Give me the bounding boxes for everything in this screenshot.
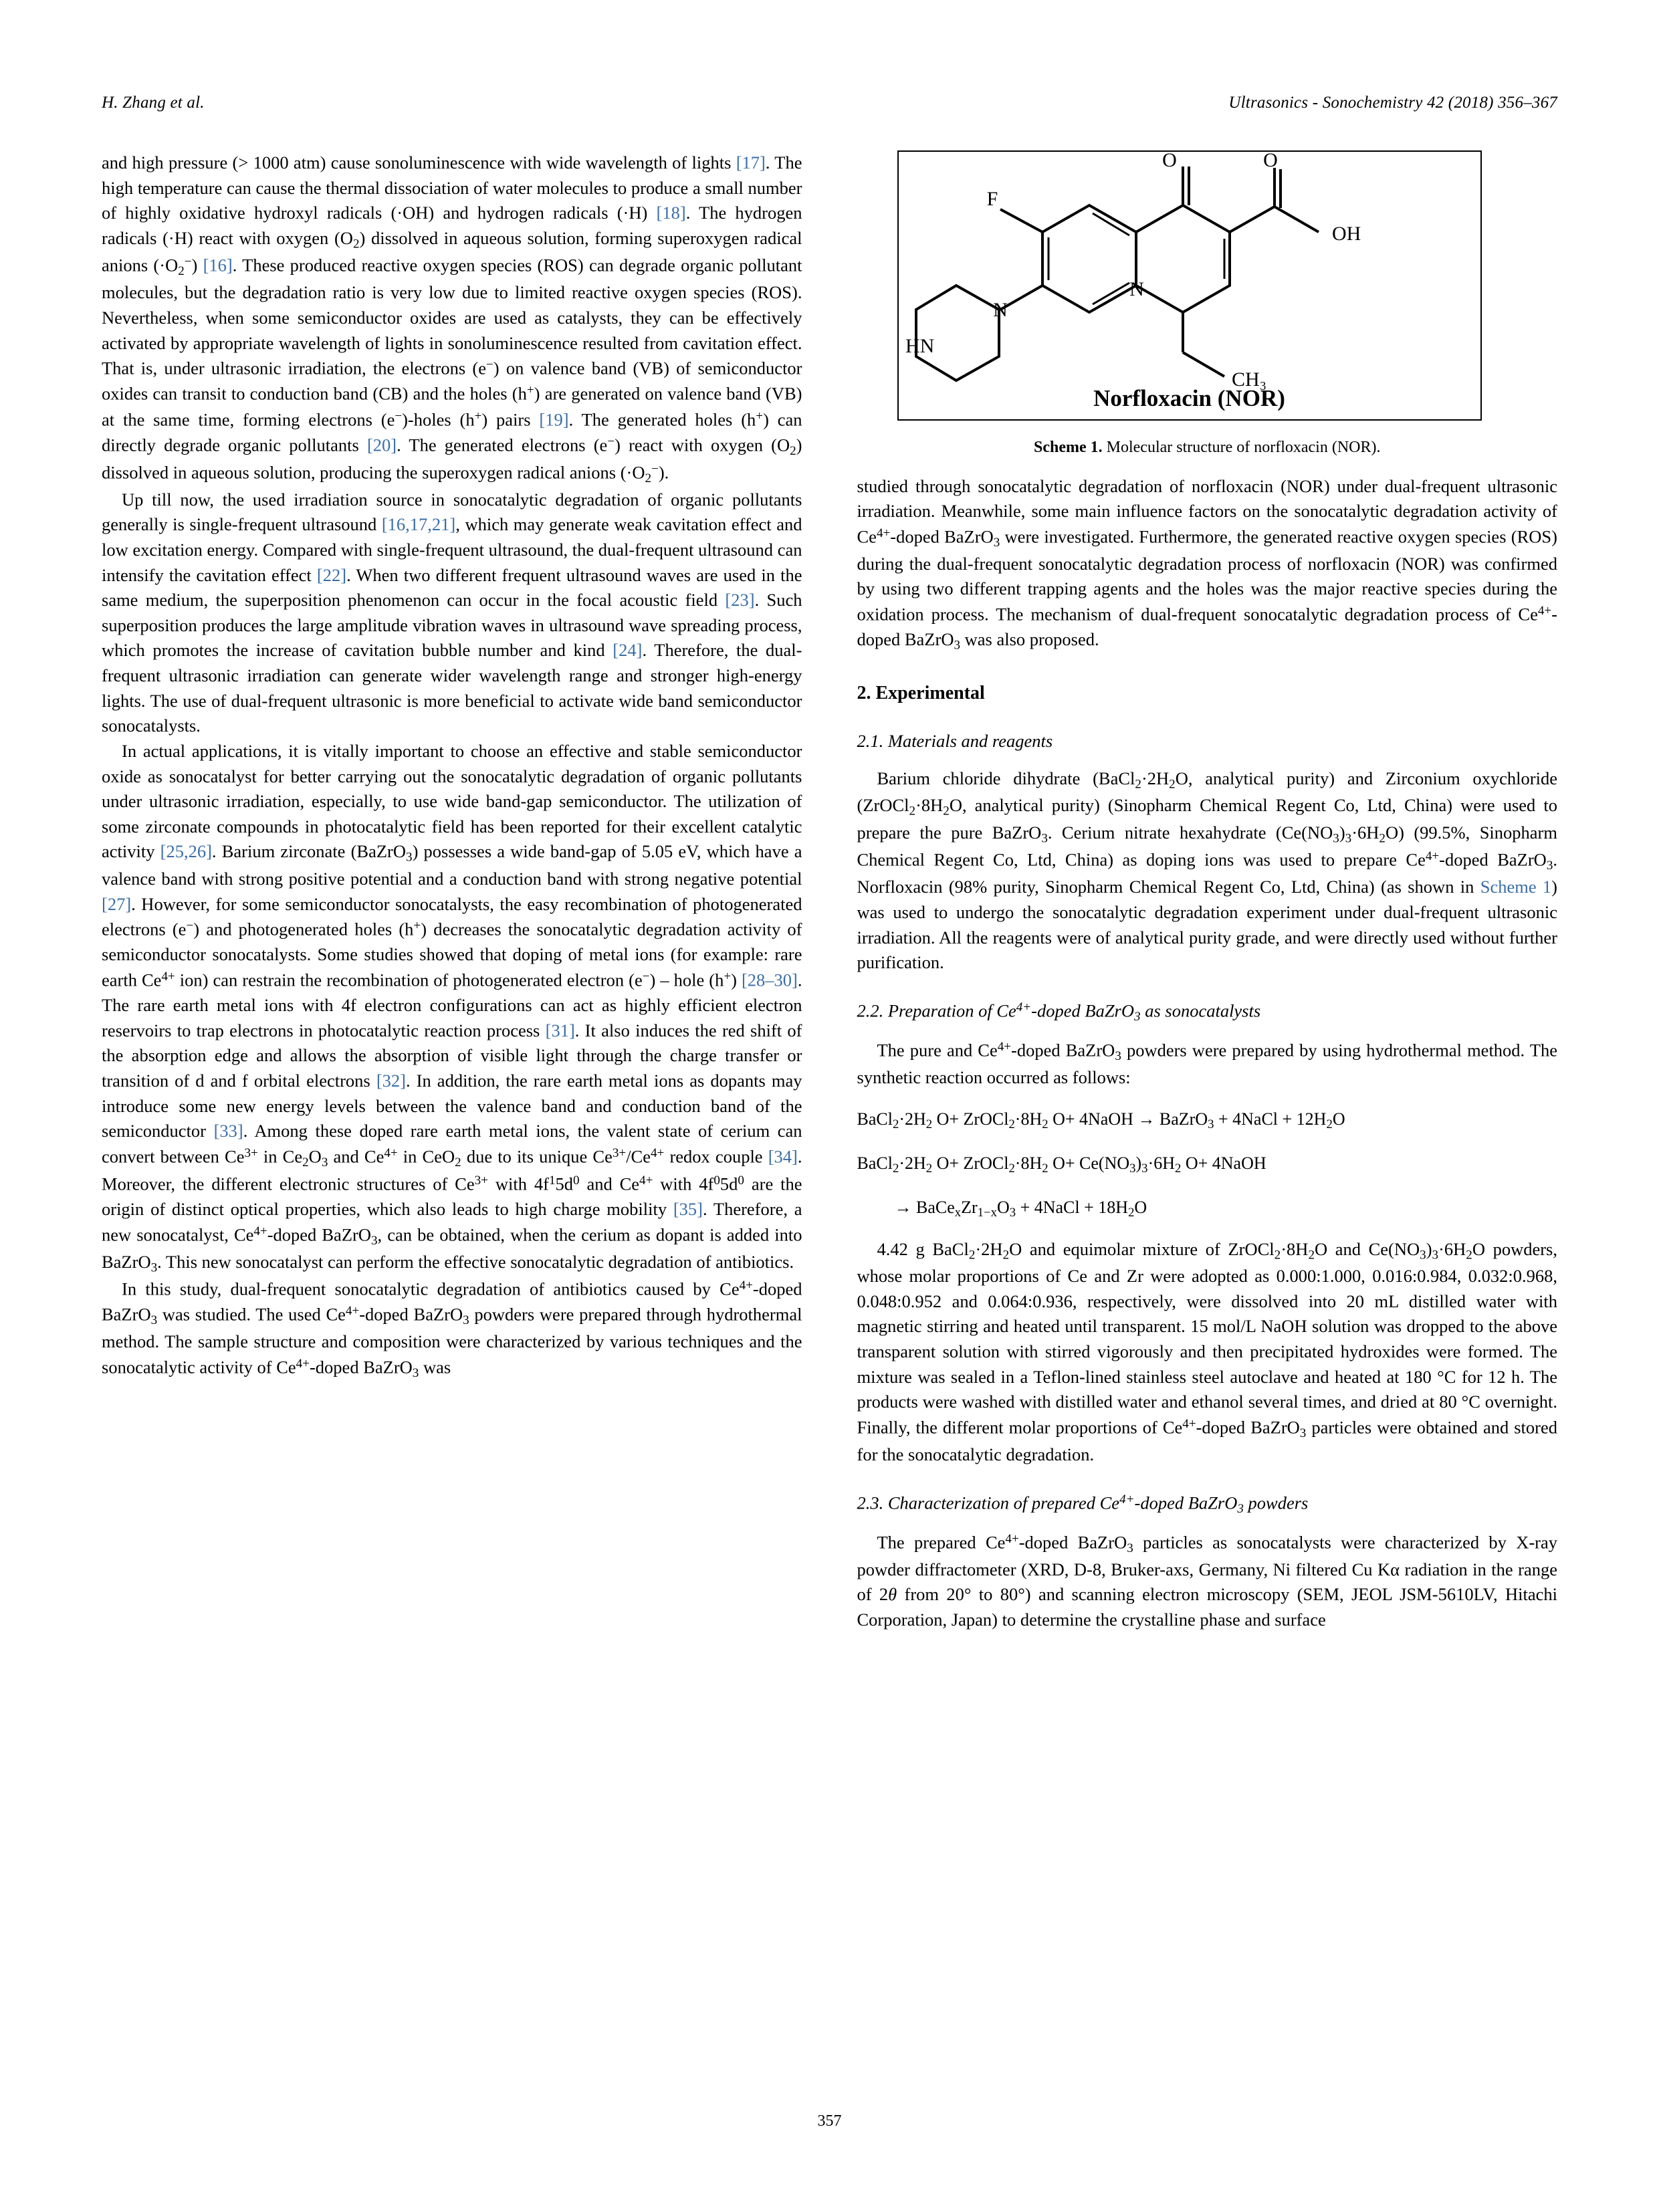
- left-column: [102, 150, 802, 1632]
- atom-label-hn: HN: [905, 335, 934, 357]
- citation-31[interactable]: [31]: [545, 1020, 575, 1040]
- atom-label-ch3: CH₃: [1231, 368, 1266, 391]
- scheme-1-caption: [857, 437, 1558, 459]
- two-column-body: [102, 150, 1557, 1632]
- paragraph-synthesis-details: 4.42 g $BaCl_2\cdot 2H_2O$ and equimolar mixture of $ZrOCl_2\cdot 8H_2O$ and $Ce(NO_3)_3\cdot 6H_2O$ powders, whose molar proportions of Ce and Zr were adopted as 0.000:1.000, 0.016:0.984, 0.032:0.968, 0.048:0.952 and 0.064:0.936, respectively, were dissolved into 20 mL distilled water with magnetic stirring and heated until transparent. 15 mol/L NaOH solution was dropped to the above transparent solution with stirred vigorously and then precipitated hydroxides were formed. The mixture was sealed in a Teflon-lined stainless steel autoclave and heated at 180 °C for 12 h. The products were washed with distilled water and ethanol several times, and dried at 80 °C overnight. Finally, the different molar proportions of $Ce^{4+}$-doped BaZrO$_3$ particles were obtained and stored for the sonocatalytic degradation.: [857, 1238, 1557, 1464]
- scheme-caption-label: Scheme 1.: [1033, 439, 1103, 456]
- citation-32[interactable]: [32]: [376, 1071, 406, 1091]
- molecule-name-label: Norfloxacin (NOR): [1093, 385, 1285, 412]
- subsection-heading-preparation: 2.2. Preparation of $Ce^{4+}$-doped BaZrO$_3$ as sonocatalysts: [857, 1000, 1261, 1024]
- citation-35[interactable]: [35]: [673, 1199, 703, 1220]
- equation-2: $BaCl_2\cdot 2H_2$ $O+ ZrOCl_2\cdot 8H_2$ $O+ Ce(NO_3)_3\cdot 6H_2$ O+ 4NaOH: [857, 1153, 1266, 1176]
- running-head-journal: Ultrasonics - Sonochemistry 42 (2018) 356–367: [1228, 94, 1557, 112]
- paragraph-characterization: The prepared $Ce^{4+}$-doped BaZrO$_3$ particles as sonocatalysts were characterized by X-ray powder diffractometer (XRD, D-8, Bruker-axs, Germany, Ni filtered Cu Kα radiation in the range of 2θ from 20° to 80°) and scanning electron microscopy (SEM, JEOL JSM-5610LV, Hitachi Corporation, Japan) to determine the crystalline phase and surface: [857, 1531, 1557, 1630]
- citation-28-30[interactable]: [28–30]: [741, 970, 798, 990]
- citation-17[interactable]: [17]: [736, 152, 766, 173]
- paragraph-semiconductor-oxide: In actual applications, it is vitally important to choose an effective and stable semiconductor oxide as sonocatalyst for better carrying out the sonocatalytic degradation of organic pollutants under ultrasonic irradiation, especially, to use wide band-gap semiconductor. The utilization of some zirconate compounds in photocatalytic field has been reported for their excellent catalytic activity [25,26]. Barium zirconate (BaZrO$_3$) possesses a wide band-gap of 5.05 eV, which have a valence band with strong positive potential and a conduction band with strong negative potential [27]. However, for some semiconductor sonocatalysts, the easy recombination of photogenerated electrons (e−) and photogenerated holes (h+) decreases the sonocatalytic degradation activity of semiconductor sonocatalysts. Some studies showed that doping of metal ions (for example: rare earth $Ce^{4+}$ ion) can restrain the recombination of photogenerated electron (e−) – hole (h+) [28–30]. The rare earth metal ions with 4f electron configurations can act as highly efficient electron reservoirs to trap electrons in photocatalytic reaction process [31]. It also induces the red shift of the absorption edge and allows the absorption of visible light through the charge transfer or transition of d and f orbital electrons [32]. In addition, the rare earth metal ions as dopants may introduce some new energy levels between the valence band and conduction band of the semiconductor [33]. Among these doped rare earth metal ions, the valent state of cerium can convert between $Ce^{3+}$ in $Ce_2O_3$ and $Ce^{4+}$ in CeO$_2$ due to its unique $Ce^{3+}/Ce^{4+}$ redox couple [34]. Moreover, the different electronic structures of $Ce^{3+}$ with $4f^15d^0$ and $Ce^{4+}$ with $4f^05d^0$ are the origin of distinct optical properties, which also leads to high charge mobility [35]. Therefore, a new sonocatalyst, $Ce^{4+}$-doped BaZrO$_3$, can be obtained, when the cerium as dopant is added into BaZrO$_3$. This new sonocatalyst can perform the effective sonocatalytic degradation of antibiotics.: [102, 740, 802, 1275]
- citation-27[interactable]: [27]: [102, 893, 132, 914]
- paragraph-materials: Barium chloride dihydrate ($BaCl_2\cdot 2H_2O$, analytical purity) and Zirconium oxychloride ($ZrOCl_2\cdot 8H_2O$, analytical purity) (Sinopharm Chemical Regent Co, Ltd, China) were used to prepare the pure BaZrO$_3$. Cerium nitrate hexahydrate $(Ce(NO_3)_3\cdot 6H_2O)$ (99.5%, Sinopharm Chemical Regent Co, Ltd, China) as doping ions was used to prepare $Ce^{4+}$-doped BaZrO$_3$. Norfloxacin (98% purity, Sinopharm Chemical Regent Co, Ltd, China) (as shown in Scheme 1) was used to undergo the sonocatalytic degradation experiment under dual-frequent ultrasonic irradiation. All the reagents were of analytical purity grade, and were directly used without further purification.: [857, 768, 1557, 973]
- atom-label-o-right: O: [1262, 152, 1278, 171]
- running-head: [102, 94, 1557, 112]
- right-column: [857, 150, 1558, 1632]
- equation-3: → $BaCe_xZr_{1-x}O_3$ + 4NaCl + $18H_2O$: [894, 1197, 1147, 1220]
- atom-label-oh: OH: [1331, 223, 1361, 245]
- page-number: 357: [817, 2112, 842, 2130]
- citation-22[interactable]: [22]: [316, 564, 347, 585]
- scheme-1-figure: [897, 150, 1482, 421]
- citation-34[interactable]: [34]: [768, 1146, 798, 1167]
- link-scheme-1[interactable]: Scheme 1: [1480, 877, 1552, 897]
- running-head-author: H. Zhang et al.: [102, 94, 205, 112]
- equation-1: $BaCl_2\cdot 2H_2$ $O+ ZrOCl_2\cdot 8H_2$ O+ 4NaOH → BaZrO$_3$ + 4NaCl + $12H_2O$: [857, 1109, 1345, 1132]
- citation-18[interactable]: [18]: [656, 203, 686, 223]
- citation-23[interactable]: [23]: [725, 590, 755, 611]
- paragraph-single-frequent-ultrasound: Up till now, the used irradiation source in sonocatalytic degradation of organic pollutants generally is single-frequent ultrasound [16,17,21], which may generate weak cavitation effect and low excitation energy. Compared with single-frequent ultrasound, the dual-frequent ultrasound can intensify the cavitation effect [22]. When two different frequent ultrasound waves are used in the same medium, the superposition phenomenon can occur in the focal acoustic field [23]. Such superposition produces the large amplitude vibration waves in ultrasound wave spreading process, which promotes the increase of cavitation bubble number and kind [24]. Therefore, the dual-frequent ultrasonic irradiation can generate wider wavelength range and stronger high-energy lights. The use of dual-frequent ultrasonic is more beneficial to activate wide band semiconductor sonocatalysts.: [102, 489, 802, 736]
- citation-19[interactable]: [19]: [539, 409, 569, 430]
- citation-16[interactable]: [16]: [203, 255, 233, 275]
- paragraph-preparation: The pure and $Ce^{4+}$-doped BaZrO$_3$ powders were prepared by using hydrothermal method. The synthetic reaction occurred as follows:: [857, 1039, 1557, 1087]
- citation-25-26[interactable]: [25,26]: [160, 841, 212, 862]
- paragraph-study-continued: studied through sonocatalytic degradation of norfloxacin (NOR) under dual-frequent ultrasonic irradiation. Meanwhile, some main influence factors on the sonocatalytic degradation activity of $Ce^{4+}$-doped BaZrO$_3$ were investigated. Furthermore, the generated reactive oxygen species (ROS) during the dual-frequent sonocatalytic degradation process of norfloxacin (NOR) was confirmed by using two different trapping agents and the holes was the major reactive species during the oxidation process. The mechanism of dual-frequent sonocatalytic degradation process of $Ce^{4+}$-doped BaZrO$_3$ was also proposed.: [857, 475, 1557, 653]
- citation-20[interactable]: [20]: [366, 435, 397, 455]
- paragraph-study-scope: In this study, dual-frequent sonocatalytic degradation of antibiotics caused by $Ce^{4+}$-doped BaZrO$_3$ was studied. The used $Ce^{4+}$-doped BaZrO$_3$ powders were prepared through hydrothermal method. The sample structure and composition were characterized by various techniques and the sonocatalytic activity of $Ce^{4+}$-doped BaZrO$_3$ was: [102, 1279, 802, 1380]
- subsection-heading-materials: 2.1. Materials and reagents: [857, 731, 1053, 752]
- atom-label-o-left: O: [1162, 152, 1177, 171]
- atom-label-f: F: [986, 188, 998, 210]
- paragraph-intro-continued: and high pressure (> 1000 atm) cause sonoluminescence with wide wavelength of lights [17]. The high temperature can cause the thermal dissociation of water molecules to produce a small number of highly oxidative hydroxyl radicals (·OH) and hydrogen radicals (·H) [18]. The hydrogen radicals (·H) react with oxygen $(O_2)$ dissolved in aqueous solution, forming superoxygen radical anions $(\cdot O_2^-)$ [16]. These produced reactive oxygen species (ROS) can degrade organic pollutant molecules, but the degradation ratio is very low due to limited reactive oxygen species (ROS). Nevertheless, when some semiconductor oxides are used as catalysts, they can be effectively activated by appropriate wavelength of lights in sonoluminescence resulted from cavitation effect. That is, under ultrasonic irradiation, the electrons (e−) on valence band (VB) of semiconductor oxides can transit to conduction band (CB) and the holes (h+) are generated on valence band (VB) at the same time, forming electrons (e−)-holes (h+) pairs [19]. The generated holes (h+) can directly degrade organic pollutants [20]. The generated electrons (e−) react with oxygen $(O_2)$ dissolved in aqueous solution, producing the superoxygen radical anions $(\cdot O_2^-)$.: [102, 152, 802, 485]
- scheme-caption-text: Molecular structure of norfloxacin (NOR).: [1106, 439, 1381, 456]
- atom-label-n-ring: N: [992, 299, 1008, 321]
- citation-33[interactable]: [33]: [213, 1121, 243, 1141]
- norfloxacin-structure-svg: [899, 152, 1478, 417]
- citation-16-17-21[interactable]: [16,17,21]: [381, 514, 456, 535]
- atom-label-n-quinolone: N: [1129, 278, 1144, 300]
- subsection-heading-characterization: 2.3. Characterization of prepared $Ce^{4+}$-doped BaZrO$_3$ powders: [857, 1492, 1309, 1516]
- citation-24[interactable]: [24]: [613, 640, 643, 661]
- section-heading-experimental: 2. Experimental: [857, 682, 985, 703]
